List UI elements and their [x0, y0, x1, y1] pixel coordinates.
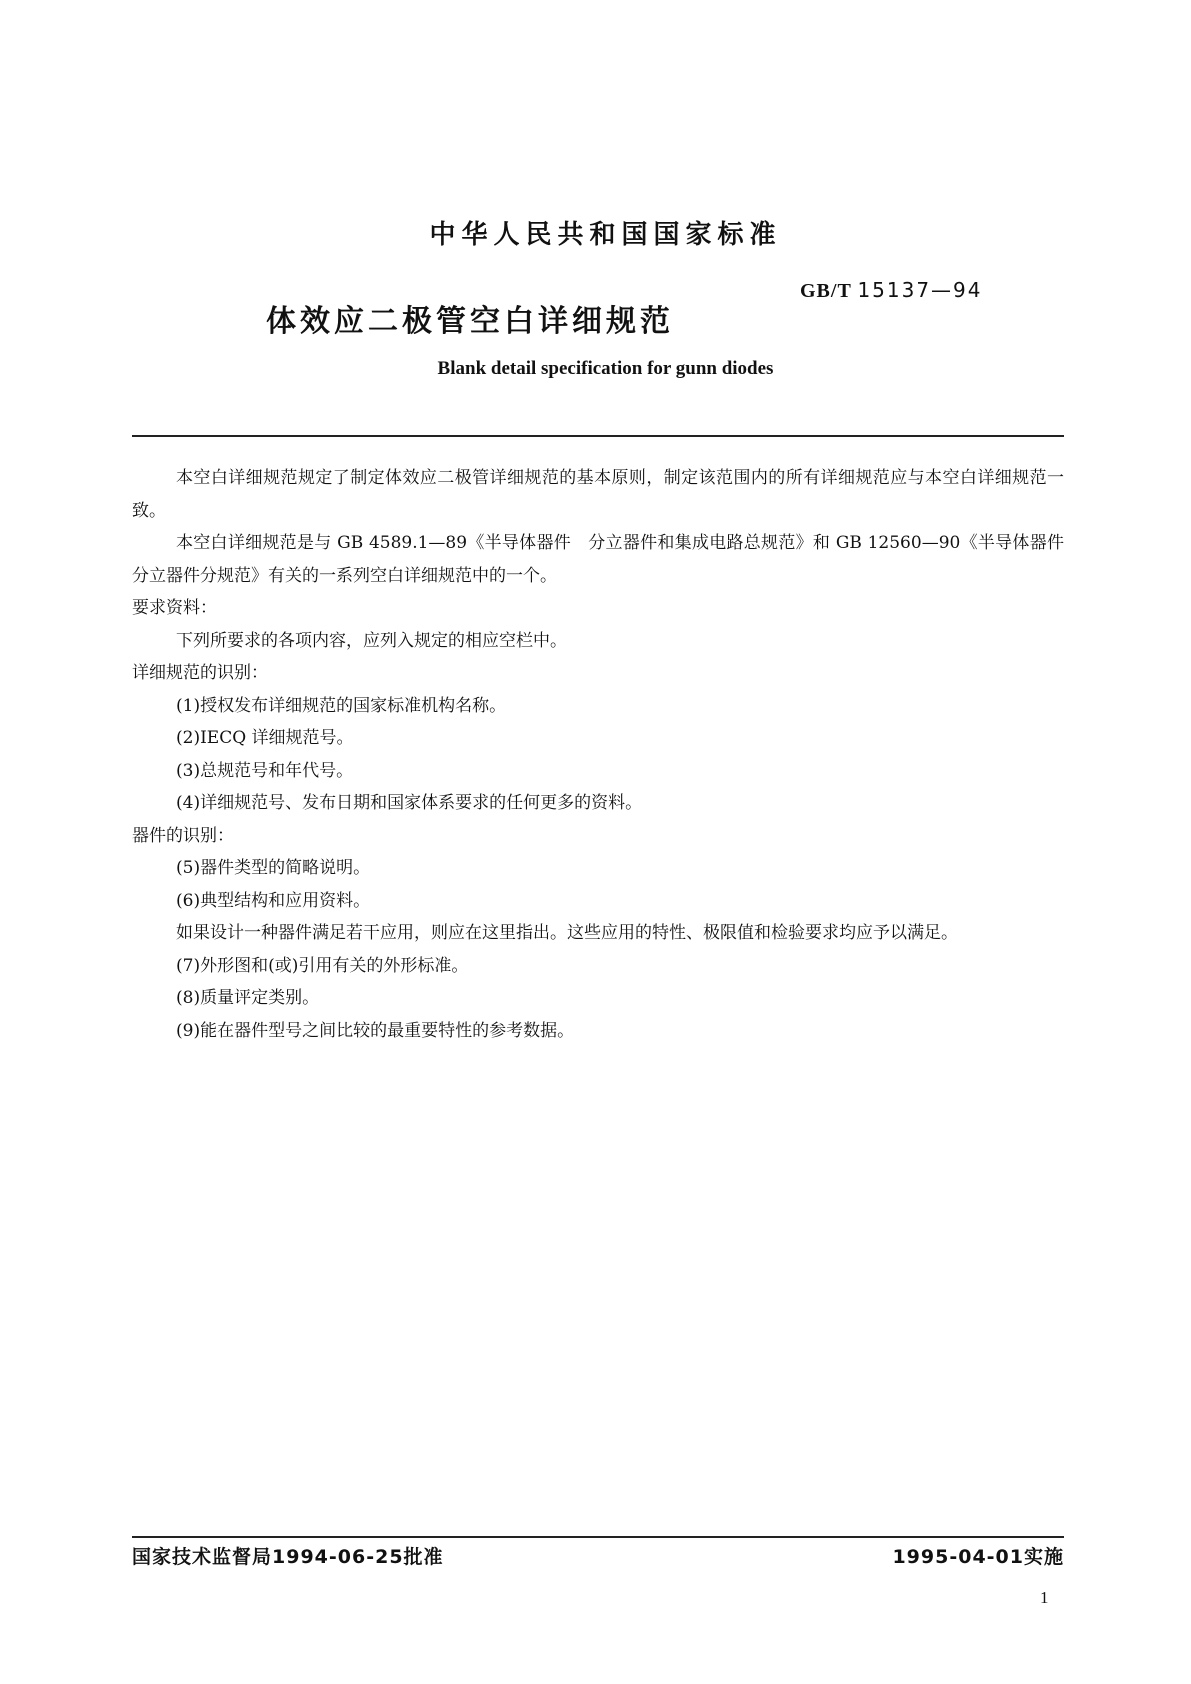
document-title-chinese: 体效应二极管空白详细规范 [266, 304, 674, 339]
list-item: (1)授权发布详细规范的国家标准机构名称。 [176, 695, 507, 716]
section-heading-device-identification: 器件的识别： [132, 825, 234, 846]
standard-code [800, 278, 983, 303]
paragraph-instruction: 下列所要求的各项内容，应列入规定的相应空栏中。 [176, 630, 567, 651]
document-title-english: Blank detail specification for gunn diodes [437, 358, 774, 379]
paragraph-scope: 本空白详细规范规定了制定体效应二极管详细规范的基本原则，制定该范围内的所有详细规范应与本空白详细规范一致。 [132, 468, 1064, 521]
list-item: (5)器件类型的简略说明。 [176, 858, 371, 878]
footer-divider [132, 1536, 1064, 1538]
list-item: (2)IECQ 详细规范号。 [176, 728, 354, 748]
standard-code-prefix: GB/T [800, 280, 852, 302]
list-item: (4)详细规范号、发布日期和国家体系要求的任何更多的资料。 [176, 793, 643, 813]
paragraph-applications: 如果设计一种器件满足若干应用，则应在这里指出。这些应用的特性、极限值和检验要求均应予以满足。 [176, 923, 958, 943]
list-item: (8)质量评定类别。 [176, 988, 320, 1008]
standard-code-number: 15137—94 [857, 278, 983, 302]
national-standard-title: 中华人民共和国国家标准 [429, 220, 782, 250]
section-heading-required-info: 要求资料： [132, 598, 217, 618]
page-number: 1 [1040, 1588, 1049, 1607]
list-item: (6)典型结构和应用资料。 [176, 890, 371, 911]
document-body [132, 462, 1081, 1047]
implementation-date: 1995-04-01实施 [892, 1546, 1064, 1568]
approval-date: 国家技术监督局1994-06-25批准 [132, 1546, 444, 1568]
paragraph-relation: 本空白详细规范是与 GB 4589.1—89《半导体器件 分立器件和集成电路总规范》和 GB 12560—90《半导体器件 分立器件分规范》有关的一系列空白详细规范中的一个。 [132, 533, 1081, 586]
list-item: (7)外形图和(或)引用有关的外形标准。 [176, 955, 469, 976]
list-item: (9)能在器件型号之间比较的最重要特性的参考数据。 [176, 1020, 575, 1041]
header-divider [132, 435, 1064, 437]
section-heading-spec-identification: 详细规范的识别： [132, 663, 268, 683]
list-item: (3)总规范号和年代号。 [176, 760, 354, 781]
